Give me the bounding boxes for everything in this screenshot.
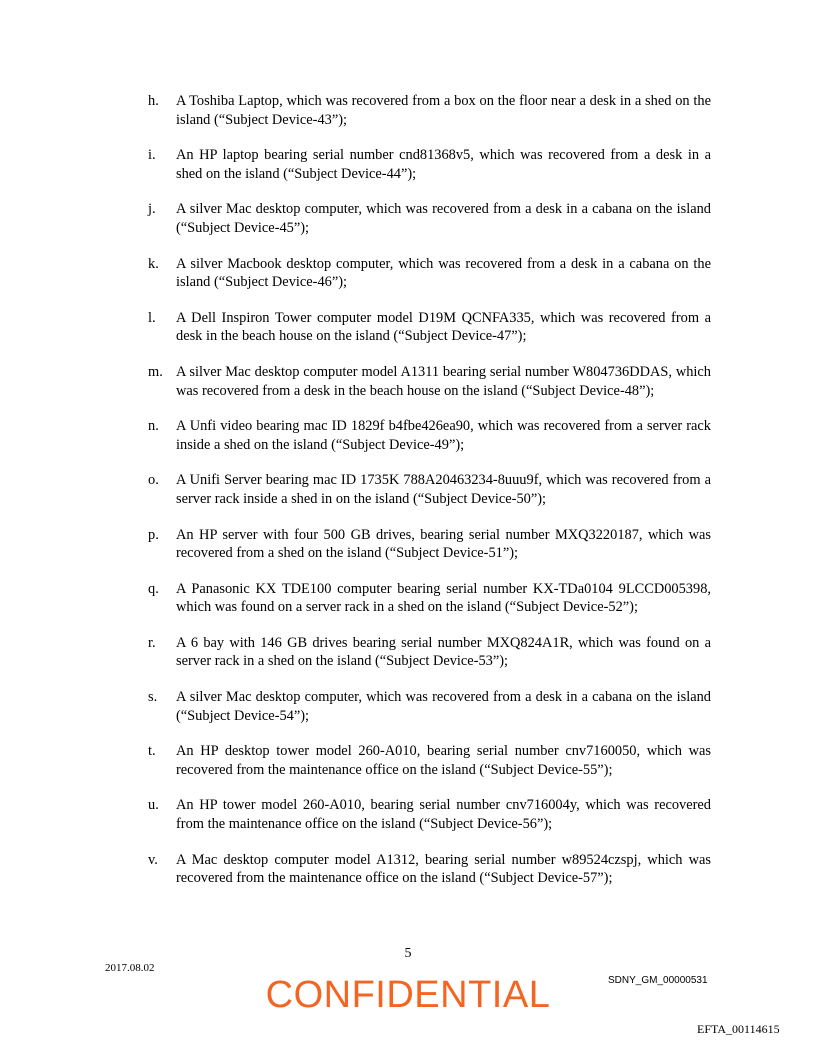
list-item-marker: u. — [148, 797, 159, 814]
list-item-text: A silver Mac desktop computer, which was recovered from a desk in a cabana on the island (“Subject Device-54”); — [176, 689, 711, 724]
list-item-text: A 6 bay with 146 GB drives bearing serial number MXQ824A1R, which was found on a server rack in a shed on the island (“Subject Device-53”); — [176, 634, 711, 670]
confidential-stamp: CONFIDENTIAL — [265, 974, 551, 1016]
list-item-marker: p. — [148, 526, 159, 543]
list-item-text: A silver Mac desktop computer model A1311 bearing serial number W804736DDAS, which was recovered from a desk in the beach house on the island (“Subject Device-48”); — [176, 363, 711, 399]
list-item-marker: v. — [148, 851, 158, 868]
list-item — [148, 146, 711, 183]
list-item-text: A Toshiba Laptop, which was recovered from a box on the floor near a desk in a shed on the island (“Subject Device-43”); — [176, 93, 711, 128]
device-list — [148, 92, 711, 905]
list-item-text: A Mac desktop computer model A1312, bearing serial number w89524czspj, which was recovered from the maintenance office on the island (“Subject Device-57”); — [176, 851, 711, 887]
list-item-text: A Unifi Server bearing mac ID 1735K 788A20463234-8uuu9f, which was recovered from a server rack inside a shed in on the island (“Subject Device-50”); — [176, 472, 711, 507]
list-item — [148, 309, 711, 346]
list-item-text: A Dell Inspiron Tower computer model D19M QCNFA335, which was recovered from a desk in the beach house on the island (“Subject Device-47”); — [176, 309, 711, 345]
list-item — [148, 526, 711, 563]
list-item-marker: l. — [148, 309, 156, 326]
list-item — [148, 255, 711, 292]
list-item — [148, 471, 711, 508]
list-item — [148, 742, 711, 779]
list-item-text: An HP tower model 260-A010, bearing serial number cnv716004y, which was recovered from the maintenance office on the island (“Subject Device-56”); — [176, 797, 711, 833]
page-number: 5 — [404, 946, 412, 961]
list-item-text: A Panasonic KX TDE100 computer bearing serial number KX-TDa0104 9LCCD005398, which was found on a server rack in a shed on the island (“Subject Device-52”); — [176, 580, 711, 616]
bates-number: SDNY_GM_00000531 — [608, 975, 708, 986]
list-item-marker: j. — [148, 201, 156, 218]
list-item — [148, 92, 711, 129]
list-item-marker: i. — [148, 147, 156, 164]
list-item — [148, 200, 711, 237]
list-item-text: An HP server with four 500 GB drives, bearing serial number MXQ3220187, which was recovered from a shed on the island (“Subject Device-51”); — [176, 526, 711, 562]
document-date: 2017.08.02 — [105, 962, 155, 974]
list-item — [148, 851, 711, 888]
list-item — [148, 580, 711, 617]
list-item — [148, 417, 711, 454]
list-item-text: An HP laptop bearing serial number cnd81368v5, which was recovered from a desk in a shed on the island (“Subject Device-44”); — [176, 147, 711, 182]
list-item — [148, 634, 711, 671]
list-item-text: A silver Macbook desktop computer, which was recovered from a desk in a cabana on the island (“Subject Device-46”); — [176, 255, 711, 291]
list-item-marker: r. — [148, 634, 156, 651]
list-item-text: A silver Mac desktop computer, which was recovered from a desk in a cabana on the island (“Subject Device-45”); — [176, 201, 711, 236]
list-item-marker: o. — [148, 472, 159, 489]
list-item — [148, 796, 711, 833]
list-item-text: A Unfi video bearing mac ID 1829f b4fbe426ea90, which was recovered from a server rack inside a shed on the island (“Subject Device-49”); — [176, 418, 711, 453]
list-item-marker: n. — [148, 418, 159, 435]
list-item — [148, 688, 711, 725]
list-item-marker: k. — [148, 255, 159, 272]
list-item-marker: h. — [148, 93, 159, 109]
list-item-marker: s. — [148, 689, 158, 706]
list-item-text: An HP desktop tower model 260-A010, bearing serial number cnv7160050, which was recovered from the maintenance office on the island (“Subject Device-55”); — [176, 743, 711, 778]
list-item-marker: q. — [148, 580, 159, 597]
list-item-marker: m. — [148, 363, 163, 380]
list-item-marker: t. — [148, 743, 156, 760]
list-item — [148, 363, 711, 400]
efta-number: EFTA_00114615 — [697, 1022, 780, 1036]
